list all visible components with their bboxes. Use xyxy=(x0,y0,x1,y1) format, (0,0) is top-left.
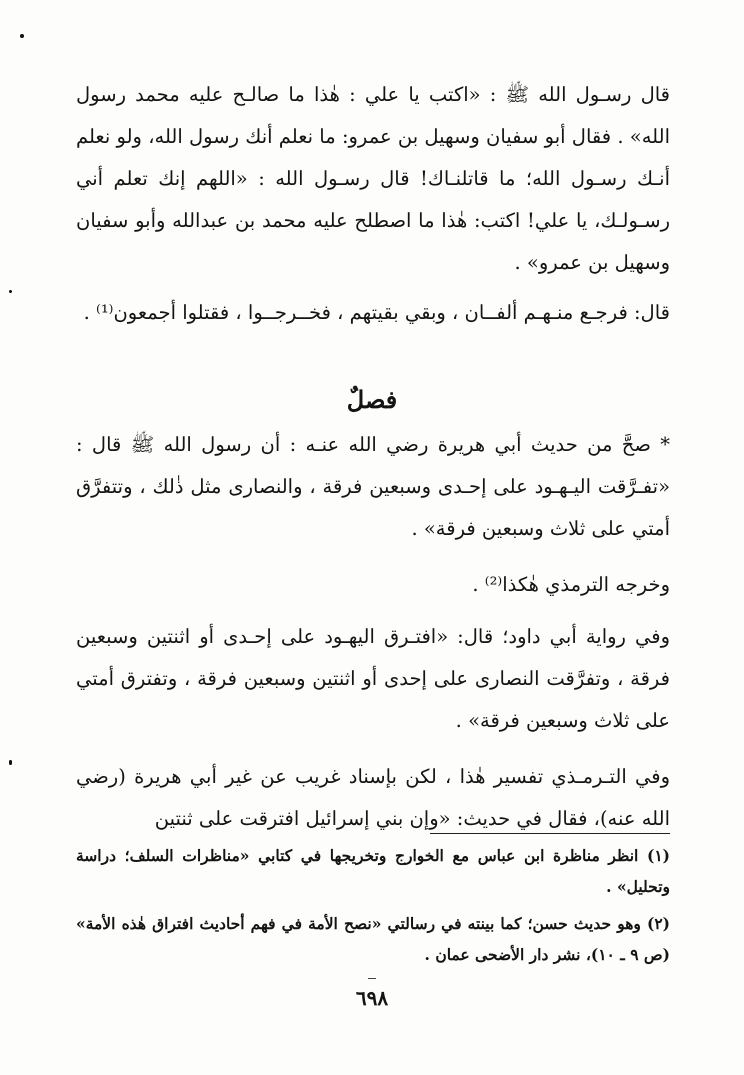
footnote-1: (١) انظر مناظرة ابن عباس مع الخوارج وتخريجها في كتابي «مناظرات السلف؛ دراسة وتحليل» . xyxy=(76,846,670,896)
paragraph-text: قال: فرجـع منـهـم ألفــان ، وبقي بقيتهم ، فخــرجــوا ، فقتلوا أجمعون⁽¹⁾ . xyxy=(83,301,670,324)
paragraph-tafsir xyxy=(76,756,670,834)
paragraph-treaty xyxy=(76,74,670,286)
scan-speck xyxy=(9,290,12,293)
paragraph-text: قال رسـول الله ﷺ : «اكتب يا علي : هٰذا ما صالـح عليه محمد رسول الله» . فقال أبو سفيان وسهيل بن عمرو: ما نعلم أنك رسول الله، ولو نعلم أنـك رسـول الله؛ ما قاتلنـاك! قال رسـول الله : «اللهم إنك تعلم أني رسـولـك، يا علي! اكتب: هٰذا ما اصطلح عليه محمد بن عبدالله وأبو سفيان وسهيل بن عمرو» . xyxy=(76,83,670,274)
paragraph-text: وخرجه الترمذي هٰكذا⁽²⁾ . xyxy=(472,573,670,596)
paragraph-outcome xyxy=(76,292,670,376)
scan-speck xyxy=(9,760,12,765)
page-number: ٦٩٨ xyxy=(0,986,744,1010)
paragraph-abu-dawud xyxy=(76,616,670,744)
paragraph-hadith xyxy=(76,424,670,552)
paragraph-text: * صحَّ من حديث أبي هريرة رضي الله عنـه : أن رسول الله ﷺ قال : «تفـرَّقت اليـهـود على إحـدى وسبعين فرقة ، والنصارى مثل ذٰلك ، وتتفرَّق أمتي على ثلاث وسبعين فرقة» . xyxy=(76,433,670,540)
footnotes xyxy=(76,840,670,976)
paragraph-tirmidhi xyxy=(76,564,670,606)
paragraph-text: وفي رواية أبي داود؛ قال: «افتـرق اليهـود على إحـدى أو اثنتين وسبعين فرقة ، وتفرَّقت النصارى على إحدى أو اثنتين وسبعين فرقة ، وتفترق أمتي على ثلاث وسبعين فرقة» . xyxy=(76,625,670,732)
section-heading: فصلٌ xyxy=(346,385,398,414)
scan-speck xyxy=(20,34,24,38)
footnote-divider xyxy=(430,833,670,834)
footnote-2: (٢) وهو حديث حسن؛ كما بينته في رسالتي «نصح الأمة في فهم أحاديث افتراق هٰذه الأمة» (ص ٩ ـ ١٠)، نشر دار الأضحى عمان . xyxy=(76,914,670,964)
paragraph-text: وفي التـرمـذي تفسير هٰذا ، لكن بإسناد غريب عن غير أبي هريرة (رضي الله عنه)، فقال في حديث: «وإن بني إسرائيل افترقت على ثنتين xyxy=(76,765,670,830)
